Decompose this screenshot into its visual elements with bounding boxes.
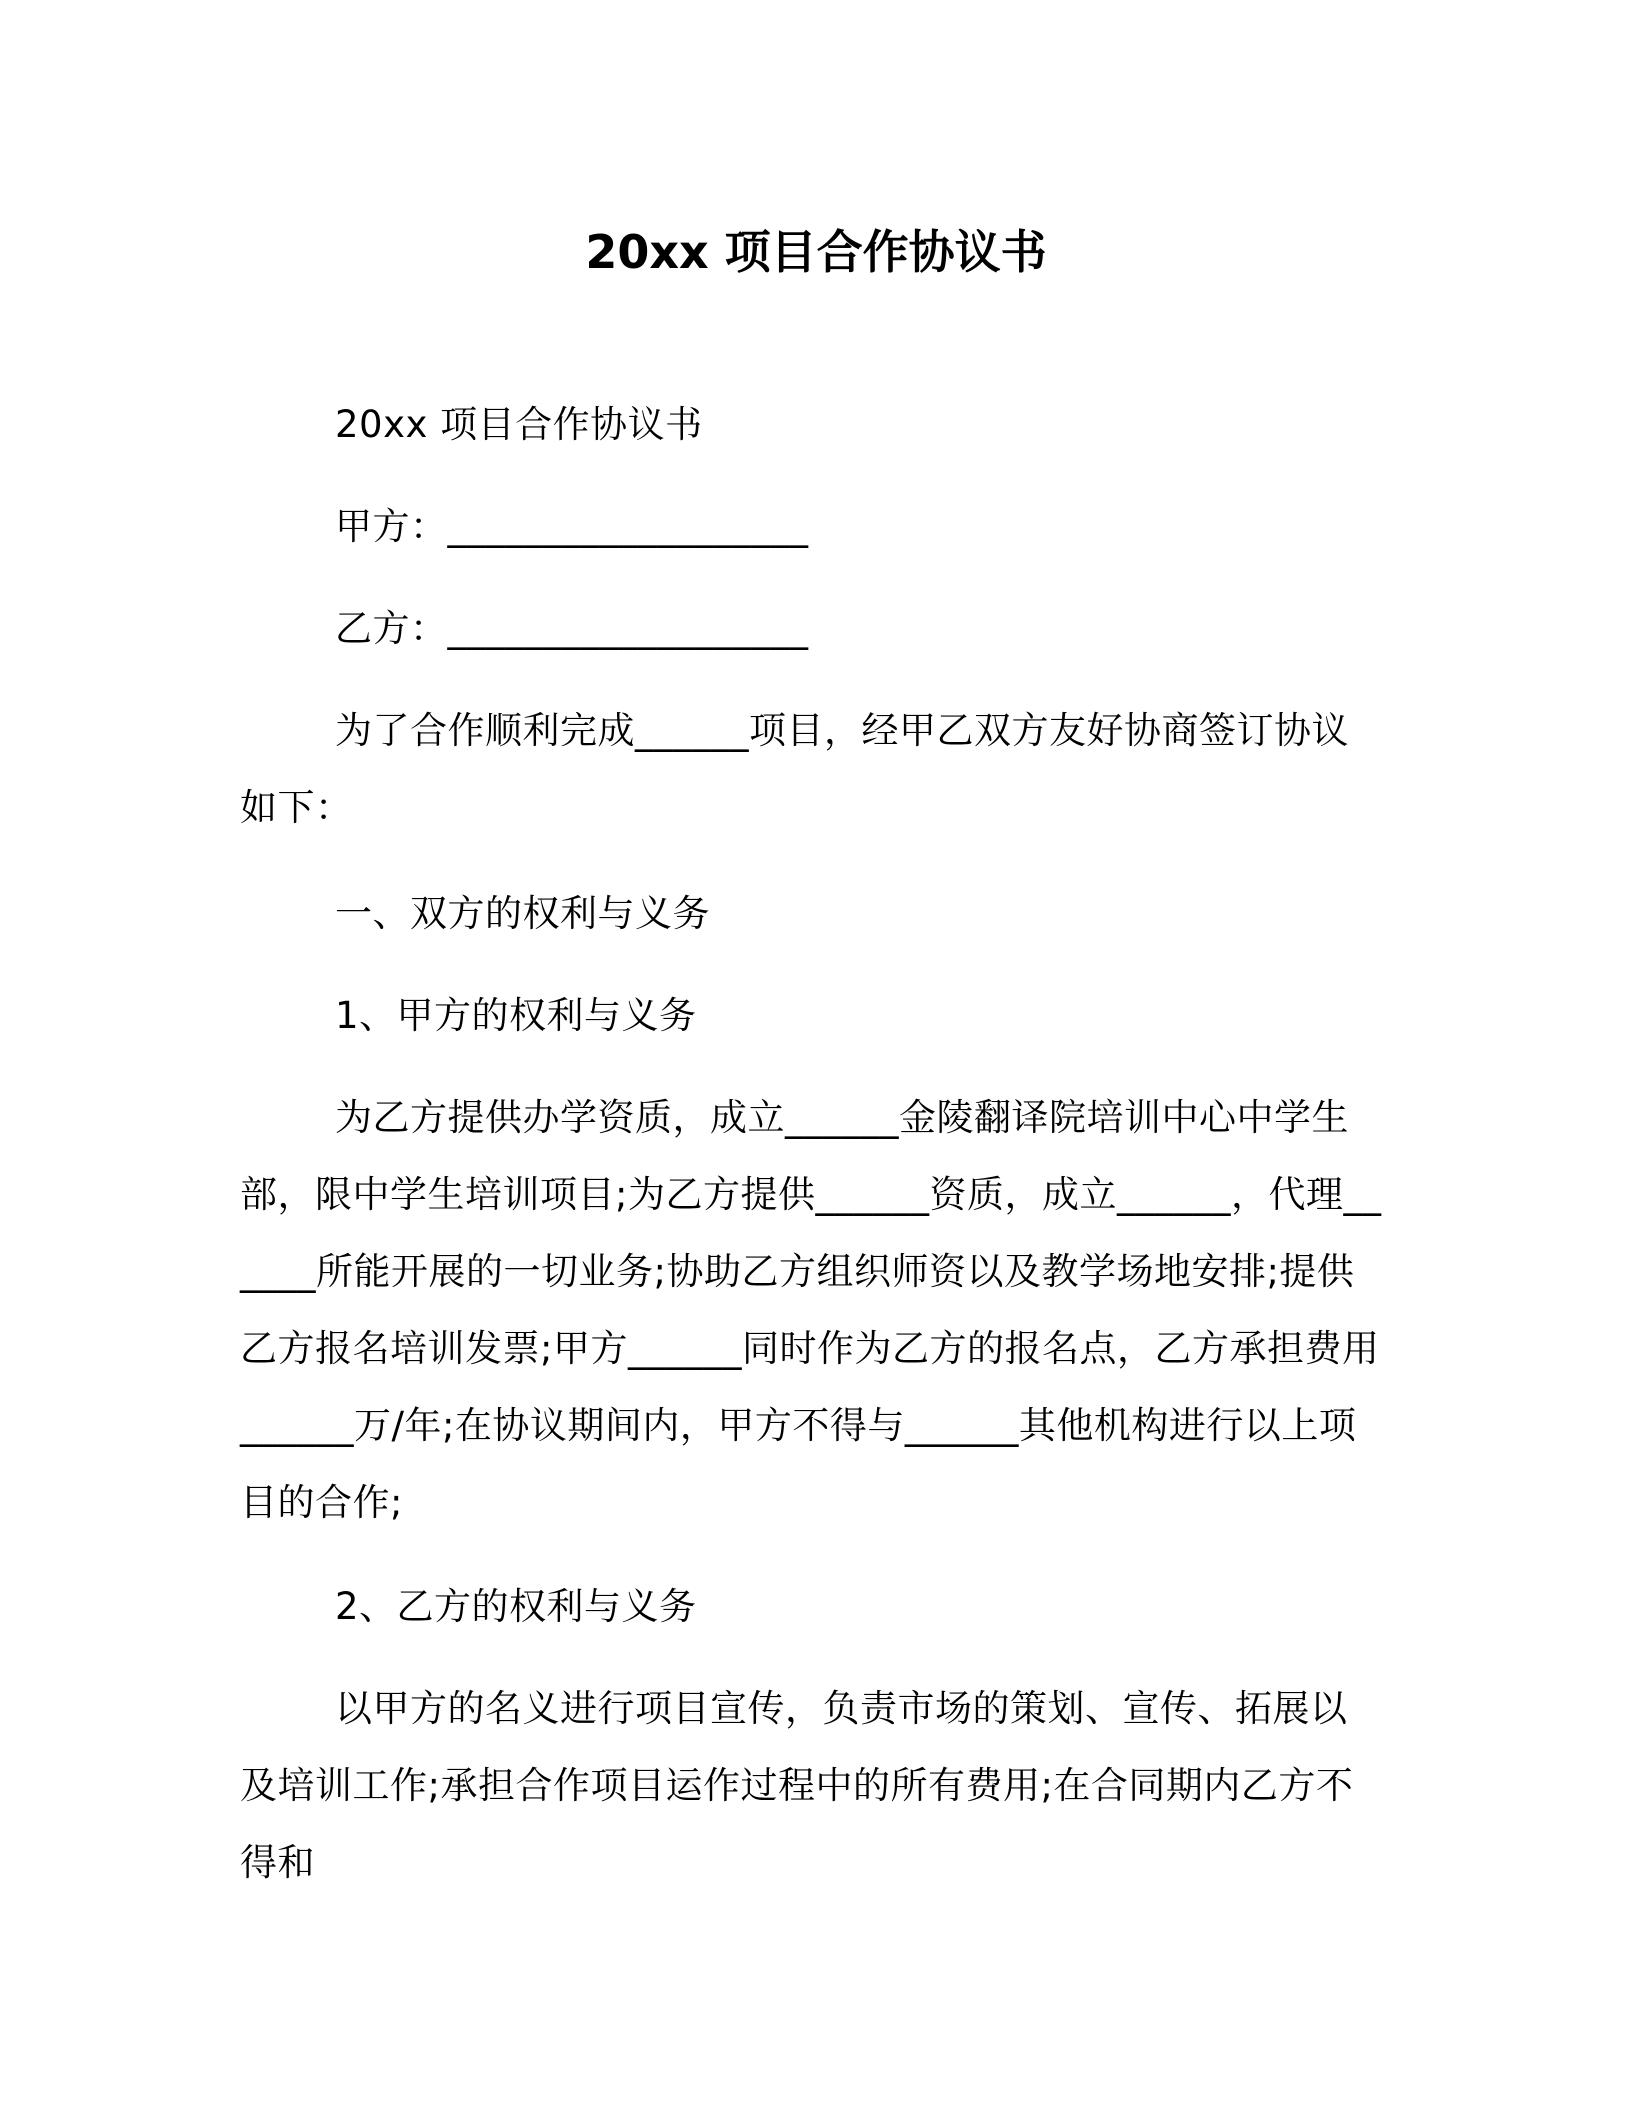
section-1-2-body: 以甲方的名义进行项目宣传，负责市场的策划、宣传、拓展以及培训工作;承担合作项目运作过程中的所有费用;在合同期内乙方不得和	[240, 1687, 1354, 1884]
intro-paragraph: 为了合作顺利完成______项目，经甲乙双方友好协商签订协议如下：	[240, 709, 1349, 829]
section-1-1-heading: 1、甲方的权利与义务	[335, 994, 697, 1037]
section-1-1-body: 为乙方提供办学资质，成立______金陵翻译院培训中心中学生部，限中学生培训项目;为乙方提供______资质，成立______，代理______所能开展的一切业务;协助乙方组织师资以及教学场地安排;提供乙方报名培训发票;甲方______同时作为乙方的报名点，乙方承担费用______万/年;在协议期间内，甲方不得与______其他机构进行以上项目的合作;	[240, 1096, 1382, 1524]
party-a-line: 甲方：___________________	[335, 505, 809, 548]
subtitle-paragraph: 20xx 项目合作协议书	[335, 403, 703, 446]
document-title: 20xx 项目合作协议书	[585, 225, 1047, 279]
section-1-heading: 一、双方的权利与义务	[335, 892, 710, 935]
section-1-2-heading: 2、乙方的权利与义务	[335, 1585, 697, 1628]
party-b-line: 乙方：___________________	[335, 607, 809, 650]
